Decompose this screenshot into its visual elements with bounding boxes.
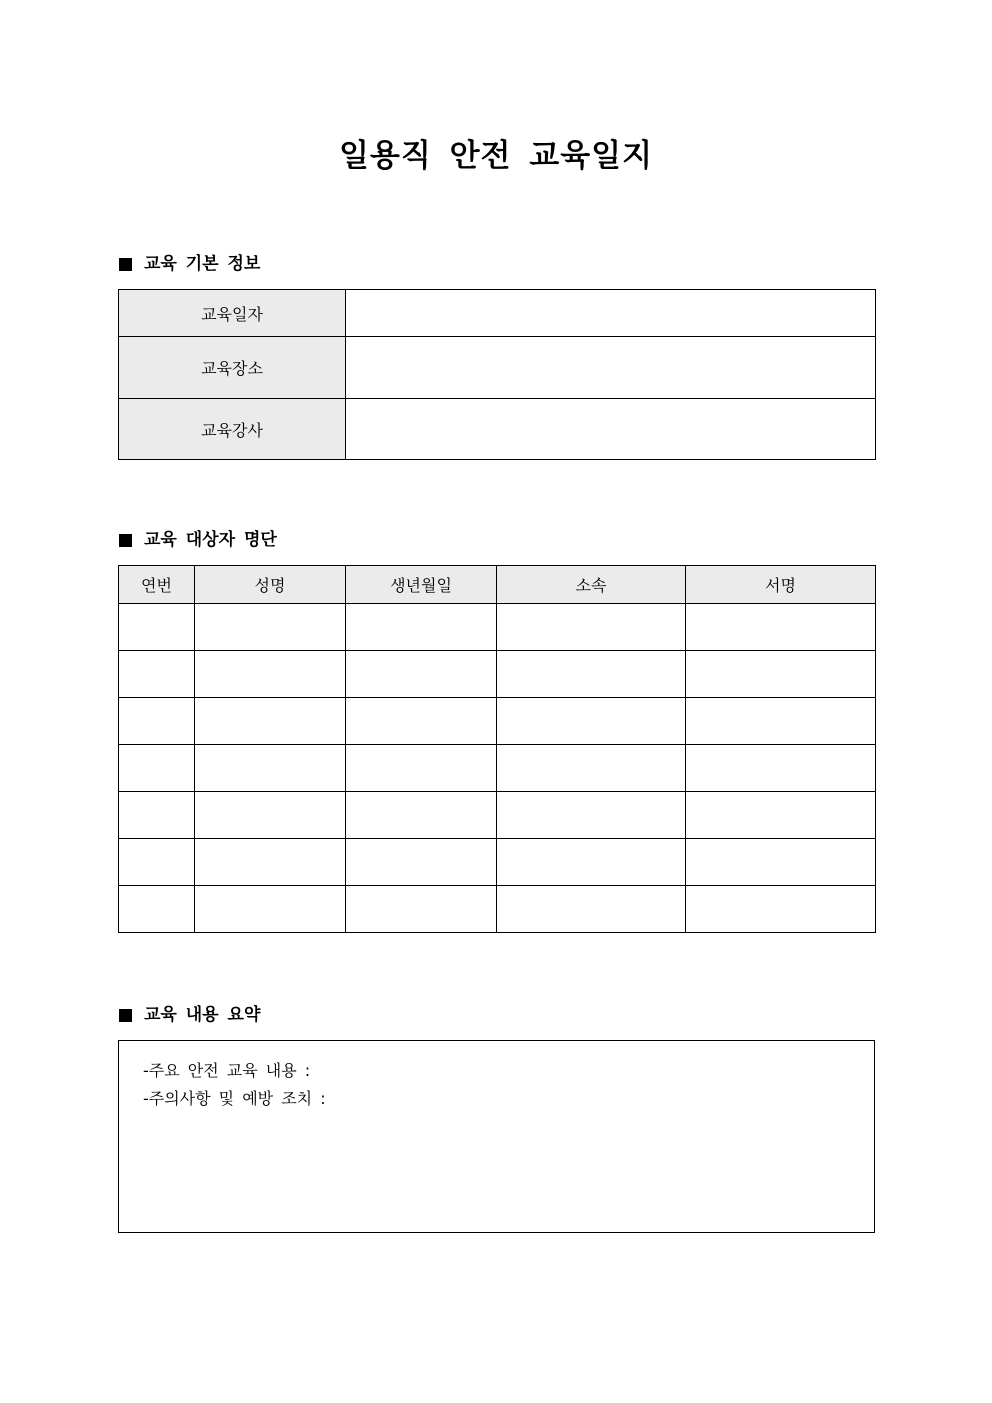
cell-name[interactable] — [195, 698, 346, 745]
cell-name[interactable] — [195, 651, 346, 698]
cell-name[interactable] — [195, 886, 346, 933]
table-row — [119, 698, 876, 745]
table-row — [119, 604, 876, 651]
summary-box[interactable] — [118, 1040, 875, 1233]
col-header-signature: 서명 — [686, 566, 876, 604]
basic-info-table — [118, 289, 876, 460]
summary-line-precautions: -주의사항 및 예방 조치 : — [143, 1089, 326, 1108]
info-row-date — [119, 290, 876, 337]
cell-signature[interactable] — [686, 886, 876, 933]
cell-affiliation[interactable] — [497, 604, 686, 651]
cell-birthdate[interactable] — [346, 745, 497, 792]
section-heading-text: 교육 기본 정보 — [144, 254, 261, 274]
cell-signature[interactable] — [686, 604, 876, 651]
cell-affiliation[interactable] — [497, 651, 686, 698]
section-heading-roster — [119, 528, 277, 552]
cell-signature[interactable] — [686, 839, 876, 886]
section-heading-summary — [119, 1003, 260, 1027]
cell-name[interactable] — [195, 745, 346, 792]
cell-no[interactable] — [119, 745, 195, 792]
summary-line-main-content: -주요 안전 교육 내용 : — [143, 1061, 311, 1080]
table-row — [119, 792, 876, 839]
info-value-place[interactable] — [346, 337, 876, 399]
cell-birthdate[interactable] — [346, 886, 497, 933]
section-heading-basic-info — [119, 252, 260, 276]
cell-name[interactable] — [195, 792, 346, 839]
info-row-place — [119, 337, 876, 399]
cell-birthdate[interactable] — [346, 698, 497, 745]
info-label-date: 교육일자 — [119, 290, 346, 337]
col-header-no: 연번 — [119, 566, 195, 604]
cell-signature[interactable] — [686, 792, 876, 839]
info-label-place: 교육장소 — [119, 337, 346, 399]
cell-no[interactable] — [119, 792, 195, 839]
section-heading-text: 교육 내용 요약 — [144, 1005, 261, 1025]
cell-signature[interactable] — [686, 745, 876, 792]
col-header-birthdate: 생년월일 — [346, 566, 497, 604]
cell-no[interactable] — [119, 651, 195, 698]
cell-affiliation[interactable] — [497, 886, 686, 933]
square-bullet-icon — [119, 534, 132, 547]
cell-affiliation[interactable] — [497, 698, 686, 745]
page-title: 일용직 안전 교육일지 — [338, 138, 654, 174]
col-header-affiliation: 소속 — [497, 566, 686, 604]
info-value-date[interactable] — [346, 290, 876, 337]
cell-no[interactable] — [119, 698, 195, 745]
cell-birthdate[interactable] — [346, 604, 497, 651]
cell-no[interactable] — [119, 839, 195, 886]
cell-affiliation[interactable] — [497, 839, 686, 886]
cell-birthdate[interactable] — [346, 792, 497, 839]
col-header-name: 성명 — [195, 566, 346, 604]
cell-signature[interactable] — [686, 651, 876, 698]
roster-header-row — [119, 566, 876, 604]
cell-birthdate[interactable] — [346, 839, 497, 886]
info-value-instructor[interactable] — [346, 399, 876, 460]
cell-signature[interactable] — [686, 698, 876, 745]
info-label-instructor: 교육강사 — [119, 399, 346, 460]
table-row — [119, 651, 876, 698]
section-heading-text: 교육 대상자 명단 — [144, 530, 277, 550]
table-row — [119, 745, 876, 792]
square-bullet-icon — [119, 258, 132, 271]
cell-no[interactable] — [119, 886, 195, 933]
cell-no[interactable] — [119, 604, 195, 651]
roster-table — [118, 565, 876, 933]
square-bullet-icon — [119, 1009, 132, 1022]
cell-name[interactable] — [195, 604, 346, 651]
table-row — [119, 839, 876, 886]
table-row — [119, 886, 876, 933]
cell-name[interactable] — [195, 839, 346, 886]
info-row-instructor — [119, 399, 876, 460]
cell-affiliation[interactable] — [497, 792, 686, 839]
cell-birthdate[interactable] — [346, 651, 497, 698]
cell-affiliation[interactable] — [497, 745, 686, 792]
